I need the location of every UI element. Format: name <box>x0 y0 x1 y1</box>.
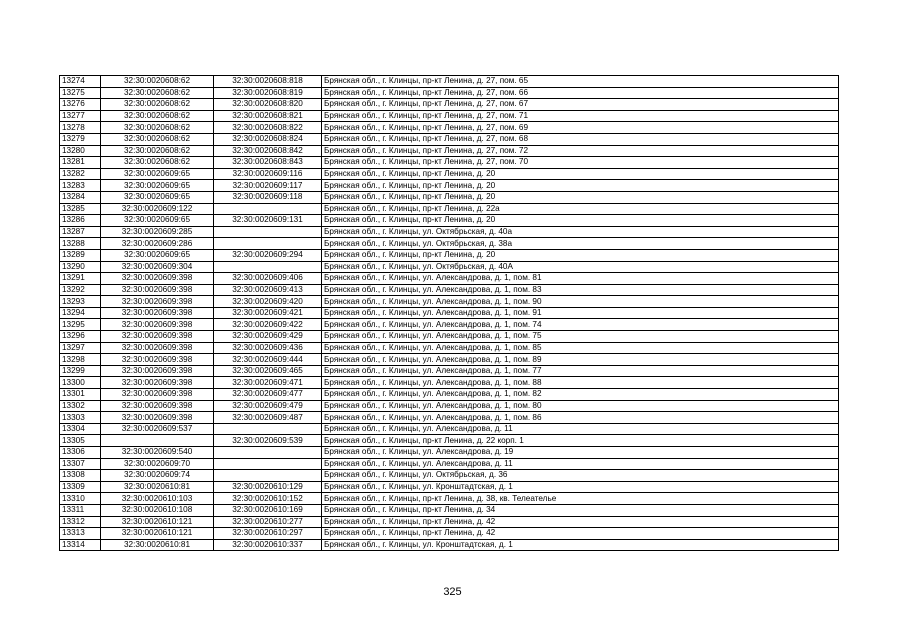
table-row <box>60 493 839 505</box>
row-number-cell: 13287 <box>60 226 101 238</box>
address-cell: Брянская обл., г. Клинцы, пр-кт Ленина, д. 20 <box>322 168 839 180</box>
row-number-cell: 13305 <box>60 435 101 447</box>
address-cell: Брянская обл., г. Клинцы, ул. Александрова, д. 1, пом. 91 <box>322 307 839 319</box>
address-cell: Брянская обл., г. Клинцы, пр-кт Ленина, д. 27, пом. 72 <box>322 145 839 157</box>
parent-cadastral-number-cell: 32:30:0020608:62 <box>101 99 214 111</box>
table-row <box>60 157 839 169</box>
row-number-cell: 13282 <box>60 168 101 180</box>
object-cadastral-number-cell: 32:30:0020608:819 <box>214 87 322 99</box>
address-cell: Брянская обл., г. Клинцы, ул. Октябрьская, д. 38а <box>322 238 839 250</box>
parent-cadastral-number-cell: 32:30:0020609:65 <box>101 215 214 227</box>
row-number-cell: 13312 <box>60 516 101 528</box>
parent-cadastral-number-cell: 32:30:0020609:398 <box>101 412 214 424</box>
row-number-cell: 13313 <box>60 528 101 540</box>
parent-cadastral-number-cell: 32:30:0020608:62 <box>101 87 214 99</box>
row-number-cell: 13302 <box>60 400 101 412</box>
table-row <box>60 168 839 180</box>
registry-table-body <box>60 76 839 551</box>
row-number-cell: 13298 <box>60 354 101 366</box>
object-cadastral-number-cell: 32:30:0020610:129 <box>214 481 322 493</box>
table-row <box>60 481 839 493</box>
parent-cadastral-number-cell: 32:30:0020609:65 <box>101 180 214 192</box>
parent-cadastral-number-cell: 32:30:0020608:62 <box>101 145 214 157</box>
row-number-cell: 13296 <box>60 331 101 343</box>
table-row <box>60 470 839 482</box>
parent-cadastral-number-cell: 32:30:0020610:103 <box>101 493 214 505</box>
object-cadastral-number-cell: 32:30:0020610:169 <box>214 504 322 516</box>
address-cell: Брянская обл., г. Клинцы, пр-кт Ленина, д. 20 <box>322 215 839 227</box>
object-cadastral-number-cell: 32:30:0020609:117 <box>214 180 322 192</box>
parent-cadastral-number-cell: 32:30:0020609:65 <box>101 168 214 180</box>
parent-cadastral-number-cell: 32:30:0020609:122 <box>101 203 214 215</box>
object-cadastral-number-cell: 32:30:0020609:406 <box>214 273 322 285</box>
object-cadastral-number-cell: 32:30:0020609:436 <box>214 342 322 354</box>
row-number-cell: 13275 <box>60 87 101 99</box>
object-cadastral-number-cell: 32:30:0020610:337 <box>214 539 322 551</box>
address-cell: Брянская обл., г. Клинцы, пр-кт Ленина, д. 20 <box>322 191 839 203</box>
table-row <box>60 238 839 250</box>
row-number-cell: 13293 <box>60 296 101 308</box>
object-cadastral-number-cell: 32:30:0020609:118 <box>214 191 322 203</box>
table-row <box>60 400 839 412</box>
address-cell: Брянская обл., г. Клинцы, пр-кт Ленина, д. 27, пом. 65 <box>322 76 839 88</box>
parent-cadastral-number-cell: 32:30:0020609:398 <box>101 365 214 377</box>
table-row <box>60 412 839 424</box>
parent-cadastral-number-cell: 32:30:0020610:121 <box>101 528 214 540</box>
object-cadastral-number-cell: 32:30:0020608:843 <box>214 157 322 169</box>
parent-cadastral-number-cell: 32:30:0020608:62 <box>101 157 214 169</box>
row-number-cell: 13290 <box>60 261 101 273</box>
address-cell: Брянская обл., г. Клинцы, пр-кт Ленина, д. 27, пом. 66 <box>322 87 839 99</box>
table-row <box>60 191 839 203</box>
address-cell: Брянская обл., г. Клинцы, ул. Александрова, д. 19 <box>322 447 839 459</box>
object-cadastral-number-cell <box>214 261 322 273</box>
parent-cadastral-number-cell: 32:30:0020609:285 <box>101 226 214 238</box>
row-number-cell: 13300 <box>60 377 101 389</box>
address-cell: Брянская обл., г. Клинцы, ул. Александрова, д. 1, пом. 85 <box>322 342 839 354</box>
object-cadastral-number-cell: 32:30:0020609:477 <box>214 389 322 401</box>
object-cadastral-number-cell <box>214 458 322 470</box>
object-cadastral-number-cell: 32:30:0020609:471 <box>214 377 322 389</box>
address-cell: Брянская обл., г. Клинцы, ул. Александрова, д. 1, пом. 80 <box>322 400 839 412</box>
row-number-cell: 13308 <box>60 470 101 482</box>
row-number-cell: 13278 <box>60 122 101 134</box>
object-cadastral-number-cell <box>214 447 322 459</box>
address-cell: Брянская обл., г. Клинцы, ул. Александрова, д. 1, пом. 86 <box>322 412 839 424</box>
row-number-cell: 13280 <box>60 145 101 157</box>
address-cell: Брянская обл., г. Клинцы, ул. Александрова, д. 1, пом. 74 <box>322 319 839 331</box>
parent-cadastral-number-cell: 32:30:0020608:62 <box>101 133 214 145</box>
row-number-cell: 13279 <box>60 133 101 145</box>
parent-cadastral-number-cell: 32:30:0020610:121 <box>101 516 214 528</box>
table-row <box>60 354 839 366</box>
row-number-cell: 13299 <box>60 365 101 377</box>
table-row <box>60 87 839 99</box>
table-row <box>60 284 839 296</box>
row-number-cell: 13306 <box>60 447 101 459</box>
table-row <box>60 423 839 435</box>
parent-cadastral-number-cell: 32:30:0020609:398 <box>101 307 214 319</box>
address-cell: Брянская обл., г. Клинцы, пр-кт Ленина, д. 27, пом. 70 <box>322 157 839 169</box>
object-cadastral-number-cell: 32:30:0020609:539 <box>214 435 322 447</box>
table-row <box>60 528 839 540</box>
object-cadastral-number-cell: 32:30:0020608:818 <box>214 76 322 88</box>
row-number-cell: 13307 <box>60 458 101 470</box>
object-cadastral-number-cell: 32:30:0020609:420 <box>214 296 322 308</box>
parent-cadastral-number-cell: 32:30:0020609:65 <box>101 249 214 261</box>
table-row <box>60 203 839 215</box>
object-cadastral-number-cell: 32:30:0020609:422 <box>214 319 322 331</box>
table-row <box>60 180 839 192</box>
address-cell: Брянская обл., г. Клинцы, ул. Александрова, д. 1, пом. 81 <box>322 273 839 285</box>
table-row <box>60 377 839 389</box>
object-cadastral-number-cell <box>214 203 322 215</box>
table-row <box>60 145 839 157</box>
address-cell: Брянская обл., г. Клинцы, ул. Кронштадтская, д. 1 <box>322 539 839 551</box>
row-number-cell: 13295 <box>60 319 101 331</box>
object-cadastral-number-cell: 32:30:0020608:821 <box>214 110 322 122</box>
address-cell: Брянская обл., г. Клинцы, ул. Октябрьская, д. 40а <box>322 226 839 238</box>
address-cell: Брянская обл., г. Клинцы, ул. Александрова, д. 1, пом. 88 <box>322 377 839 389</box>
row-number-cell: 13309 <box>60 481 101 493</box>
object-cadastral-number-cell: 32:30:0020610:297 <box>214 528 322 540</box>
address-cell: Брянская обл., г. Клинцы, ул. Александрова, д. 1, пом. 82 <box>322 389 839 401</box>
row-number-cell: 13310 <box>60 493 101 505</box>
table-row <box>60 319 839 331</box>
parent-cadastral-number-cell: 32:30:0020609:398 <box>101 284 214 296</box>
object-cadastral-number-cell <box>214 238 322 250</box>
address-cell: Брянская обл., г. Клинцы, пр-кт Ленина, д. 34 <box>322 504 839 516</box>
table-row <box>60 261 839 273</box>
object-cadastral-number-cell: 32:30:0020609:294 <box>214 249 322 261</box>
parent-cadastral-number-cell: 32:30:0020609:398 <box>101 400 214 412</box>
address-cell: Брянская обл., г. Клинцы, ул. Александрова, д. 1, пом. 89 <box>322 354 839 366</box>
address-cell: Брянская обл., г. Клинцы, пр-кт Ленина, д. 42 <box>322 528 839 540</box>
row-number-cell: 13285 <box>60 203 101 215</box>
object-cadastral-number-cell: 32:30:0020609:465 <box>214 365 322 377</box>
page-number: 325 <box>443 586 462 598</box>
parent-cadastral-number-cell: 32:30:0020609:74 <box>101 470 214 482</box>
object-cadastral-number-cell: 32:30:0020608:842 <box>214 145 322 157</box>
table-row <box>60 331 839 343</box>
row-number-cell: 13297 <box>60 342 101 354</box>
table-row <box>60 273 839 285</box>
object-cadastral-number-cell <box>214 423 322 435</box>
table-row <box>60 226 839 238</box>
address-cell: Брянская обл., г. Клинцы, ул. Александрова, д. 1, пом. 77 <box>322 365 839 377</box>
table-row <box>60 539 839 551</box>
address-cell: Брянская обл., г. Клинцы, пр-кт Ленина, д. 38, кв. Телеателье <box>322 493 839 505</box>
address-cell: Брянская обл., г. Клинцы, ул. Октябрьская, д. 36 <box>322 470 839 482</box>
parent-cadastral-number-cell: 32:30:0020609:286 <box>101 238 214 250</box>
row-number-cell: 13276 <box>60 99 101 111</box>
table-row <box>60 365 839 377</box>
parent-cadastral-number-cell: 32:30:0020609:398 <box>101 331 214 343</box>
table-row <box>60 504 839 516</box>
parent-cadastral-number-cell: 32:30:0020609:540 <box>101 447 214 459</box>
address-cell: Брянская обл., г. Клинцы, пр-кт Ленина, д. 22 корп. 1 <box>322 435 839 447</box>
parent-cadastral-number-cell: 32:30:0020608:62 <box>101 122 214 134</box>
object-cadastral-number-cell: 32:30:0020609:429 <box>214 331 322 343</box>
parent-cadastral-number-cell: 32:30:0020609:398 <box>101 389 214 401</box>
address-cell: Брянская обл., г. Клинцы, пр-кт Ленина, д. 27, пом. 68 <box>322 133 839 145</box>
address-cell: Брянская обл., г. Клинцы, ул. Октябрьская, д. 40А <box>322 261 839 273</box>
table-row <box>60 133 839 145</box>
row-number-cell: 13286 <box>60 215 101 227</box>
object-cadastral-number-cell <box>214 226 322 238</box>
parent-cadastral-number-cell: 32:30:0020609:65 <box>101 191 214 203</box>
table-row <box>60 435 839 447</box>
parent-cadastral-number-cell: 32:30:0020608:62 <box>101 110 214 122</box>
object-cadastral-number-cell: 32:30:0020609:421 <box>214 307 322 319</box>
row-number-cell: 13314 <box>60 539 101 551</box>
row-number-cell: 13301 <box>60 389 101 401</box>
parent-cadastral-number-cell: 32:30:0020609:398 <box>101 377 214 389</box>
address-cell: Брянская обл., г. Клинцы, пр-кт Ленина, д. 20 <box>322 249 839 261</box>
row-number-cell: 13274 <box>60 76 101 88</box>
table-row <box>60 249 839 261</box>
object-cadastral-number-cell <box>214 470 322 482</box>
table-row <box>60 447 839 459</box>
table-row <box>60 110 839 122</box>
table-row <box>60 215 839 227</box>
address-cell: Брянская обл., г. Клинцы, ул. Александрова, д. 1, пом. 75 <box>322 331 839 343</box>
row-number-cell: 13284 <box>60 191 101 203</box>
object-cadastral-number-cell: 32:30:0020609:131 <box>214 215 322 227</box>
table-row <box>60 296 839 308</box>
parent-cadastral-number-cell: 32:30:0020610:81 <box>101 539 214 551</box>
table-row <box>60 389 839 401</box>
row-number-cell: 13288 <box>60 238 101 250</box>
object-cadastral-number-cell: 32:30:0020610:277 <box>214 516 322 528</box>
parent-cadastral-number-cell: 32:30:0020610:108 <box>101 504 214 516</box>
address-cell: Брянская обл., г. Клинцы, ул. Александрова, д. 11 <box>322 458 839 470</box>
table-row <box>60 516 839 528</box>
object-cadastral-number-cell: 32:30:0020609:116 <box>214 168 322 180</box>
address-cell: Брянская обл., г. Клинцы, ул. Кронштадтская, д. 1 <box>322 481 839 493</box>
row-number-cell: 13291 <box>60 273 101 285</box>
parent-cadastral-number-cell: 32:30:0020609:304 <box>101 261 214 273</box>
parent-cadastral-number-cell: 32:30:0020609:398 <box>101 273 214 285</box>
table-row <box>60 122 839 134</box>
address-cell: Брянская обл., г. Клинцы, пр-кт Ленина, д. 27, пом. 67 <box>322 99 839 111</box>
parent-cadastral-number-cell: 32:30:0020609:70 <box>101 458 214 470</box>
row-number-cell: 13304 <box>60 423 101 435</box>
object-cadastral-number-cell: 32:30:0020609:479 <box>214 400 322 412</box>
address-cell: Брянская обл., г. Клинцы, пр-кт Ленина, д. 20 <box>322 180 839 192</box>
address-cell: Брянская обл., г. Клинцы, пр-кт Ленина, д. 42 <box>322 516 839 528</box>
parent-cadastral-number-cell: 32:30:0020609:398 <box>101 354 214 366</box>
row-number-cell: 13294 <box>60 307 101 319</box>
parent-cadastral-number-cell: 32:30:0020610:81 <box>101 481 214 493</box>
object-cadastral-number-cell: 32:30:0020608:824 <box>214 133 322 145</box>
parent-cadastral-number-cell: 32:30:0020609:398 <box>101 296 214 308</box>
object-cadastral-number-cell: 32:30:0020609:487 <box>214 412 322 424</box>
table-row <box>60 342 839 354</box>
address-cell: Брянская обл., г. Клинцы, пр-кт Ленина, д. 27, пом. 69 <box>322 122 839 134</box>
parent-cadastral-number-cell: 32:30:0020608:62 <box>101 76 214 88</box>
row-number-cell: 13281 <box>60 157 101 169</box>
parent-cadastral-number-cell: 32:30:0020609:398 <box>101 342 214 354</box>
table-row <box>60 307 839 319</box>
row-number-cell: 13311 <box>60 504 101 516</box>
address-cell: Брянская обл., г. Клинцы, пр-кт Ленина, д. 22а <box>322 203 839 215</box>
object-cadastral-number-cell: 32:30:0020610:152 <box>214 493 322 505</box>
row-number-cell: 13289 <box>60 249 101 261</box>
table-row <box>60 99 839 111</box>
table-row <box>60 458 839 470</box>
registry-table <box>59 75 839 551</box>
object-cadastral-number-cell: 32:30:0020608:822 <box>214 122 322 134</box>
row-number-cell: 13283 <box>60 180 101 192</box>
row-number-cell: 13292 <box>60 284 101 296</box>
parent-cadastral-number-cell: 32:30:0020609:398 <box>101 319 214 331</box>
row-number-cell: 13303 <box>60 412 101 424</box>
parent-cadastral-number-cell: 32:30:0020609:537 <box>101 423 214 435</box>
table-row <box>60 76 839 88</box>
address-cell: Брянская обл., г. Клинцы, ул. Александрова, д. 1, пом. 90 <box>322 296 839 308</box>
row-number-cell: 13277 <box>60 110 101 122</box>
address-cell: Брянская обл., г. Клинцы, ул. Александрова, д. 1, пом. 83 <box>322 284 839 296</box>
object-cadastral-number-cell: 32:30:0020609:444 <box>214 354 322 366</box>
parent-cadastral-number-cell <box>101 435 214 447</box>
address-cell: Брянская обл., г. Клинцы, пр-кт Ленина, д. 27, пом. 71 <box>322 110 839 122</box>
address-cell: Брянская обл., г. Клинцы, ул. Александрова, д. 11 <box>322 423 839 435</box>
object-cadastral-number-cell: 32:30:0020609:413 <box>214 284 322 296</box>
object-cadastral-number-cell: 32:30:0020608:820 <box>214 99 322 111</box>
